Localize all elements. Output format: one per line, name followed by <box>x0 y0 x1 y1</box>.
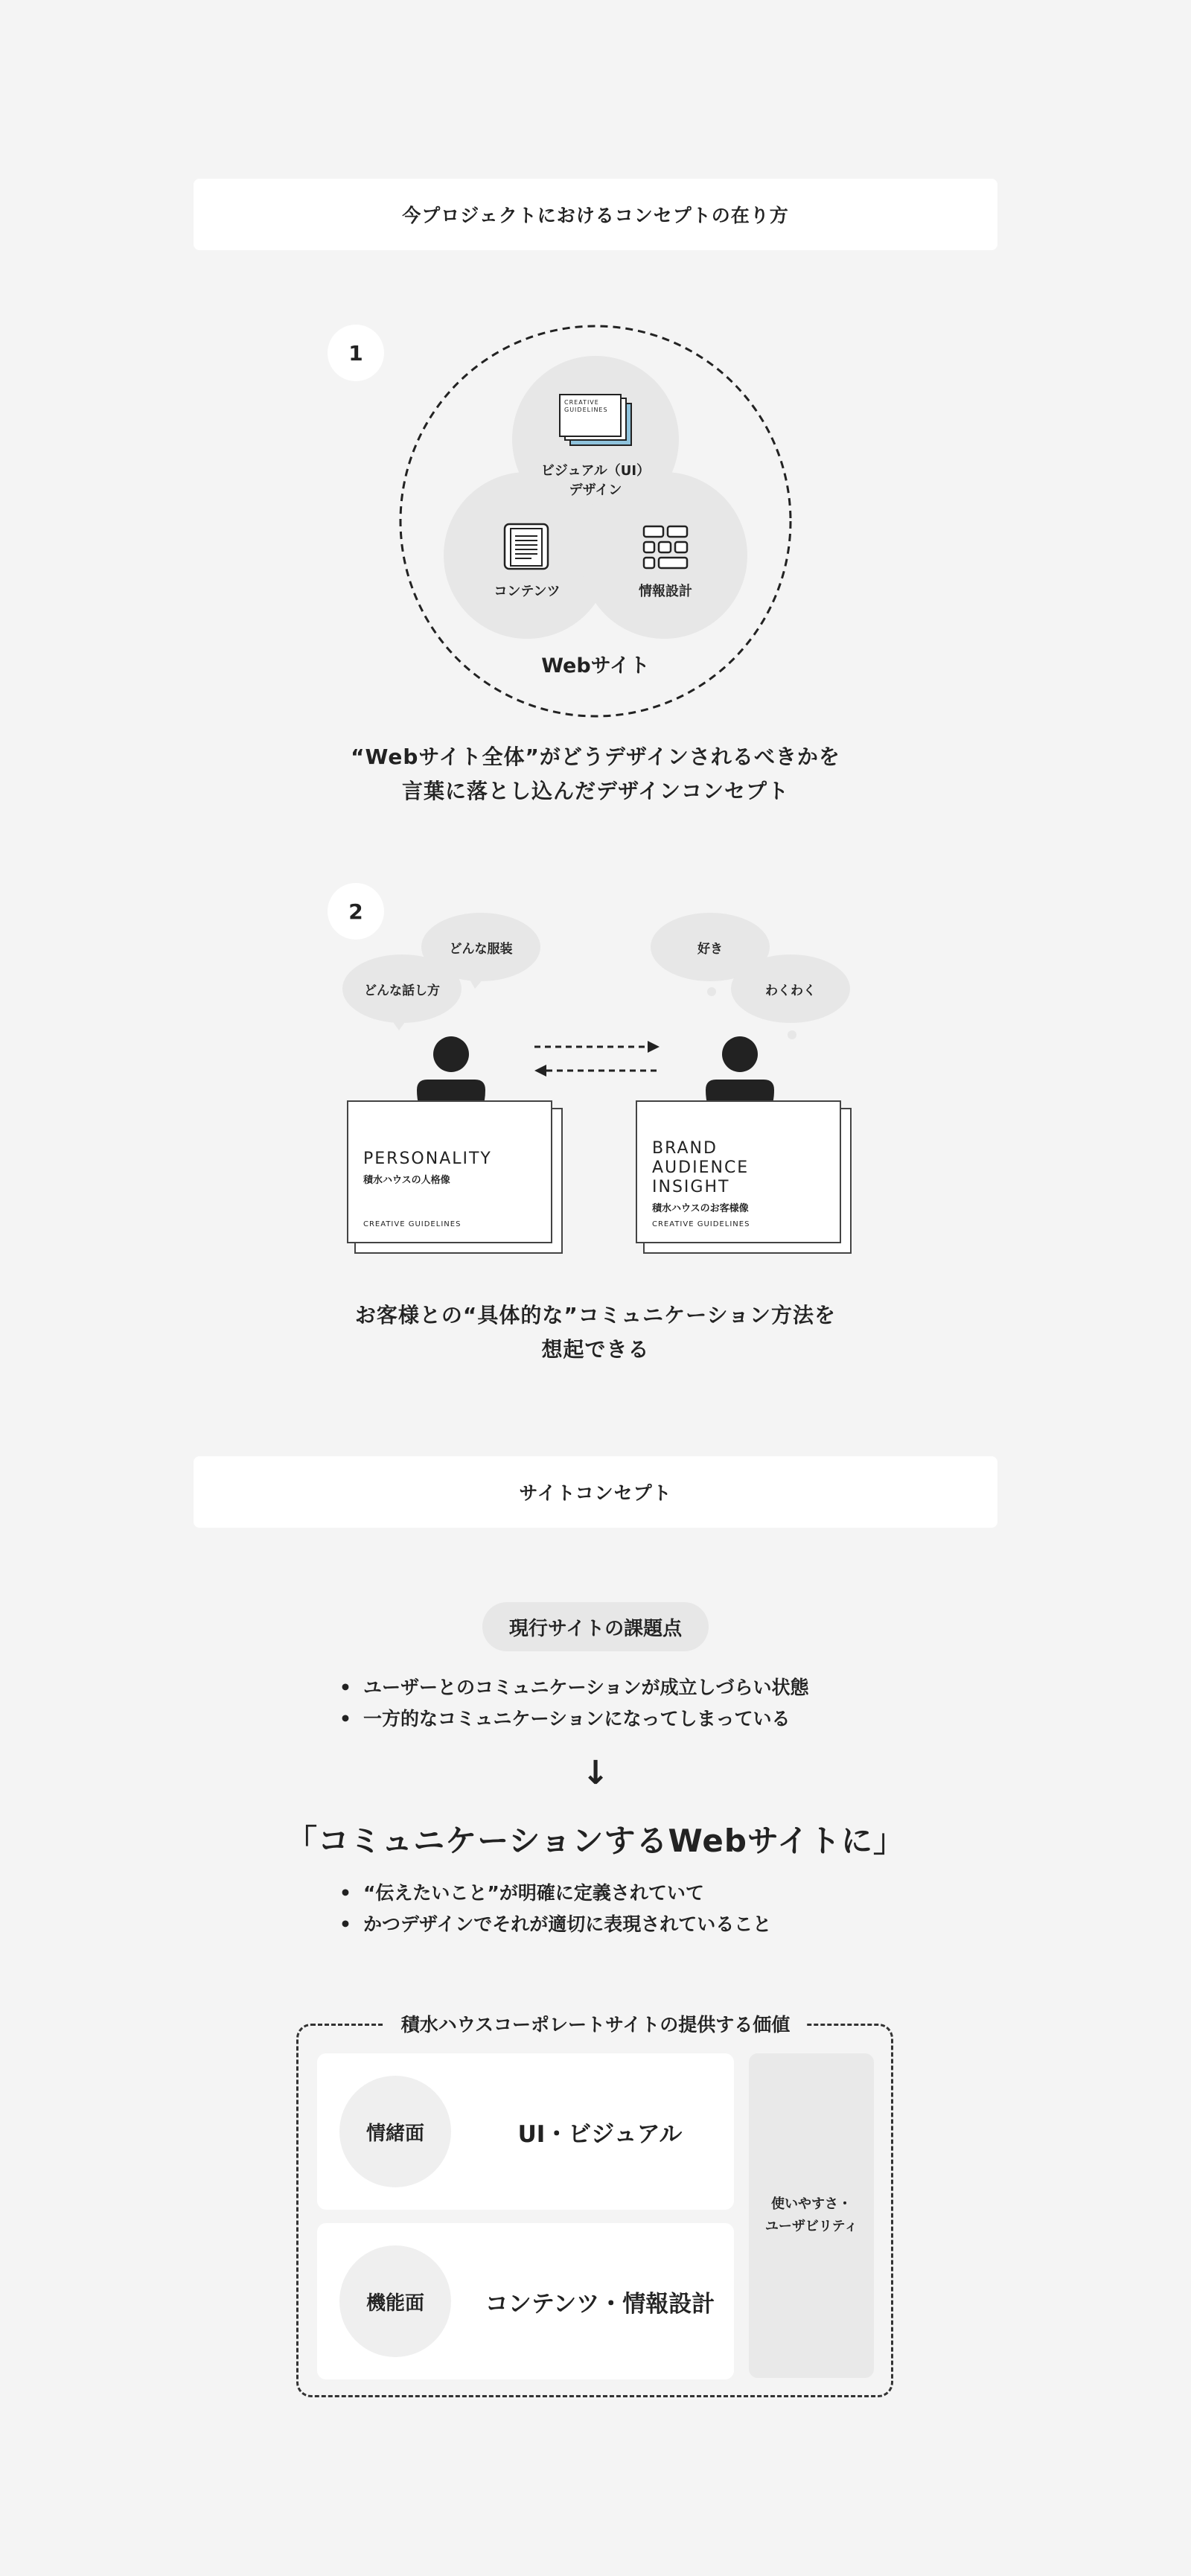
functional-value-row <box>317 2223 734 2379</box>
issue-item: • 一方的なコミュニケーションになってしまっている <box>339 1703 809 1735</box>
thought-bubble-dot <box>707 987 716 996</box>
step-number-2: 2 <box>328 883 384 940</box>
audience-title-line2: AUDIENCE INSIGHT <box>652 1158 750 1196</box>
concept-points-list <box>339 1878 771 1940</box>
information-architecture-icon <box>642 524 689 570</box>
two-way-communication-arrows <box>533 1036 661 1078</box>
card-footer: CREATIVE GUIDELINES <box>652 1220 750 1228</box>
functional-label: 機能面 <box>339 2245 451 2357</box>
guidelines-card-text: CREATIVE GUIDELINES <box>564 399 608 413</box>
diagram1-caption: “Webサイト全体”がどうデザインされるべきかを 言葉に落とし込んだデザインコンセプト <box>351 745 840 803</box>
contents-label: コンテンツ <box>494 584 561 599</box>
audience-title-line1: BRAND <box>652 1139 718 1158</box>
personality-card <box>347 1100 552 1243</box>
audience-insight-card <box>636 1100 841 1243</box>
down-arrow: ↓ <box>581 1754 610 1792</box>
issues-list <box>339 1672 809 1735</box>
document-icon <box>502 521 551 573</box>
speech-bubble-tail <box>392 1020 406 1030</box>
ui-visual-text: UI・ビジュアル <box>517 2120 683 2148</box>
personality-title: PERSONALITY <box>363 1150 492 1168</box>
website-label: Webサイト <box>541 654 650 678</box>
visual-ui-label: ビジュアル（UI） デザイン <box>540 463 651 498</box>
thought-bubble-excited: わくわく <box>731 954 850 1023</box>
usability-panel: 使いやすさ・ ユーザビリティ <box>749 2053 874 2378</box>
info-design-label: 情報設計 <box>639 584 692 599</box>
step-number-1: 1 <box>328 325 384 381</box>
thought-bubble-like: 好き <box>651 913 770 981</box>
concept-point: • かつデザインでそれが適切に表現されていること <box>339 1909 771 1940</box>
audience-subtitle: 積水ハウスのお客様像 <box>652 1203 749 1214</box>
site-concept-headline: 「コミュニケーションするWebサイトに」 <box>286 1823 905 1859</box>
emotional-label: 情緒面 <box>339 2076 451 2187</box>
emotional-value-row <box>317 2053 734 2210</box>
personality-subtitle: 積水ハウスの人格像 <box>363 1175 450 1186</box>
diagram2-caption: お客様との“具体的な”コミュニケーション方法を 想起できる <box>354 1303 837 1362</box>
thought-bubble-dot <box>788 1030 796 1039</box>
value-title: 積水ハウスコーポレートサイトの提供する価値 <box>0 2010 1191 2037</box>
speech-bubble-talk: どんな話し方 <box>342 954 462 1023</box>
speech-bubble-clothing: どんな服装 <box>421 913 540 981</box>
section-title-concept: 今プロジェクトにおけるコンセプトの在り方 <box>194 179 997 250</box>
section-title-site-concept: サイトコンセプト <box>194 1456 997 1528</box>
card-footer: CREATIVE GUIDELINES <box>363 1220 462 1228</box>
current-issues-label: 現行サイトの課題点 <box>482 1602 709 1651</box>
concept-point: • “伝えたいこと”が明確に定義されていて <box>339 1878 771 1909</box>
issue-item: • ユーザーとのコミュニケーションが成立しづらい状態 <box>339 1672 809 1703</box>
contents-info-text: コンテンツ・情報設計 <box>485 2290 715 2318</box>
speech-bubble-tail <box>469 978 484 989</box>
